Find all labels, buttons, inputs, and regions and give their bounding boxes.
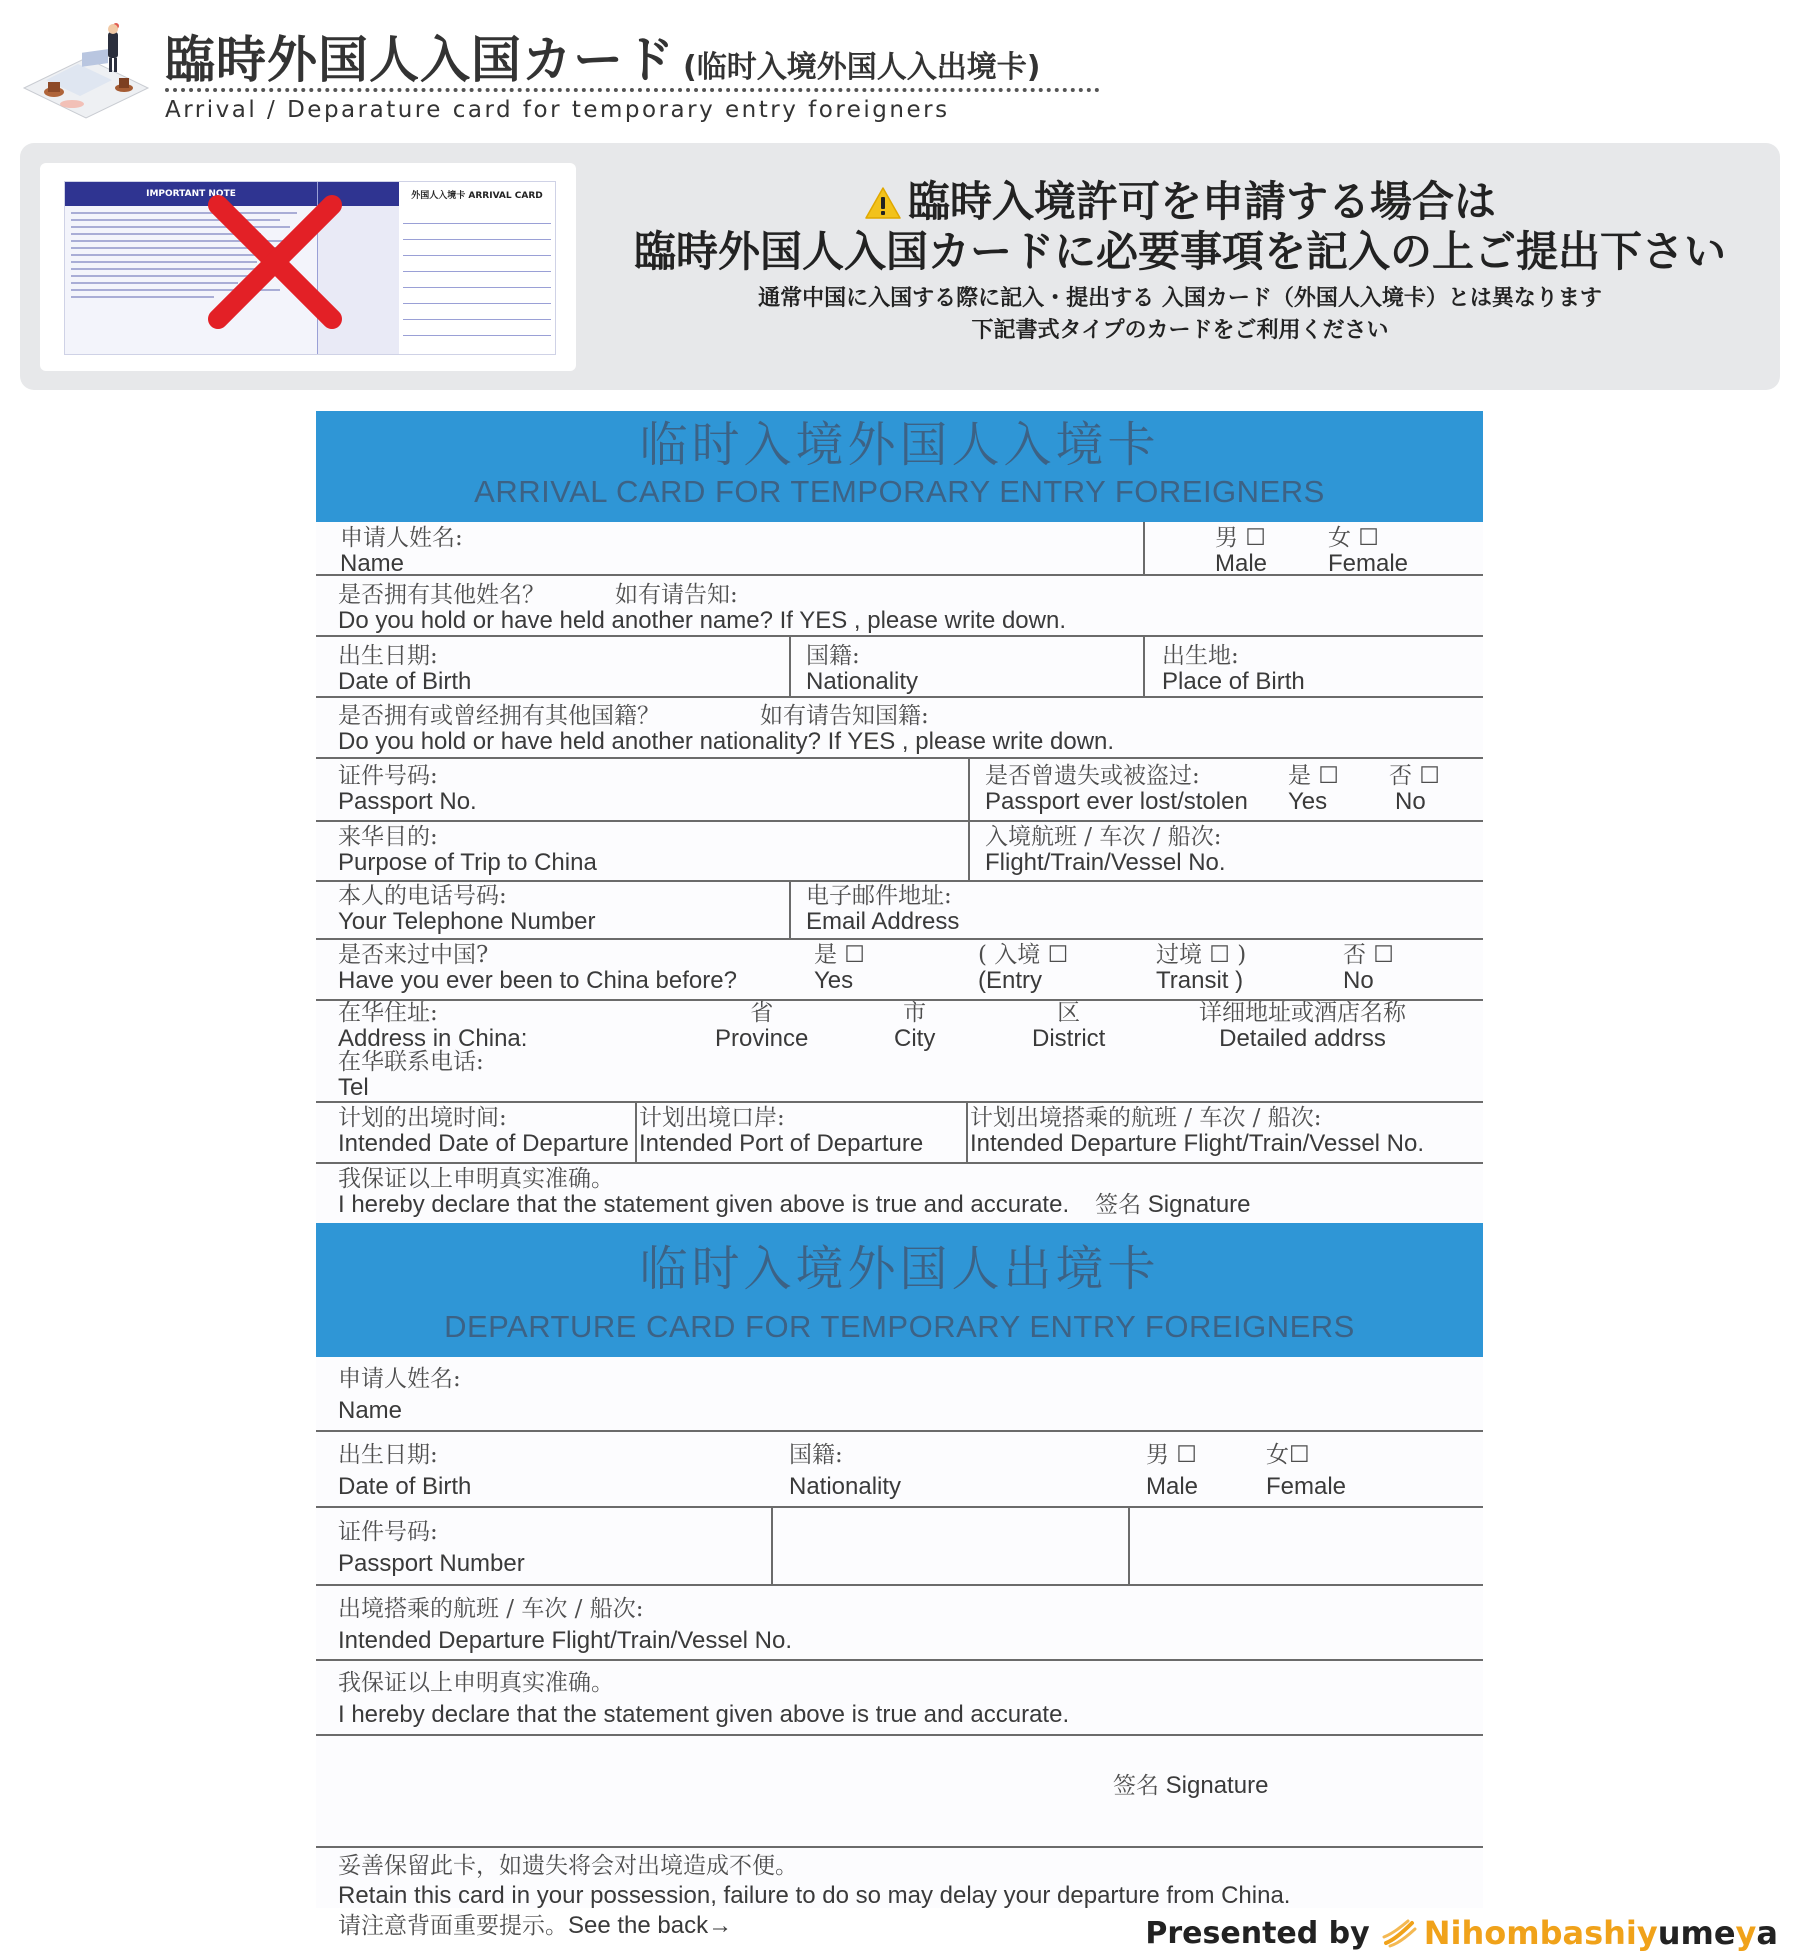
checkbox-female[interactable]: 女 ☐ Female: [1328, 525, 1409, 577]
field-other-nationality[interactable]: 是否拥有或曾经拥有其他国籍？ 如有请告知国籍: Do you hold or have held another nationality? If YES , please write down.: [338, 703, 1115, 755]
dep-checkbox-female[interactable]: 女☐ Female: [1266, 1442, 1347, 1500]
departure-title-zh: 临时入境外国人出境卡: [639, 1241, 1160, 1297]
see-the-back-link: See the back→: [568, 1912, 733, 1939]
thumb-important-note: IMPORTANT NOTE: [65, 182, 317, 206]
title-main: 臨時外国人入国カード: [165, 31, 675, 89]
field-intended-departure-flight[interactable]: 计划出境搭乘的航班 / 车次 / 船次: Intended Departure Flight/Train/Vessel No.: [970, 1105, 1425, 1157]
thumb-arrival-card-label: 外国人入境卡 ARRIVAL CARD: [411, 191, 543, 201]
departure-title-en: DEPARTURE CARD FOR TEMPORARY ENTRY FOREIGNERS: [444, 1309, 1355, 1344]
arrival-title-zh: 临时入境外国人入境卡: [639, 417, 1160, 473]
field-telephone[interactable]: 本人的电话号码: Your Telephone Number: [338, 883, 596, 935]
notice-line-1-text: 臨時入境許可を申請する場合は: [907, 177, 1496, 226]
page-title: [165, 20, 1040, 90]
checkbox-been-no[interactable]: 否 ☐ No: [1343, 942, 1394, 994]
field-other-name[interactable]: 是否拥有其他姓名？ 如有请告知: Do you hold or have held another name? If YES , please write down.: [338, 582, 1067, 634]
checkbox-been-transit[interactable]: 过境 ☐ ) Transit ): [1156, 942, 1247, 994]
checkbox-been-yes[interactable]: 是 ☐ Yes: [814, 942, 865, 994]
arrival-declaration: 我保证以上申明真实准确。 I hereby declare that the statement given above is true and accurate. 签名 Signature: [338, 1166, 1251, 1218]
brand-name[interactable]: Nihombashiyumeya: [1423, 1914, 1778, 1952]
arrival-card-header: [316, 411, 1483, 522]
field-place-of-birth[interactable]: 出生地: Place of Birth: [1162, 643, 1305, 695]
dep-retain-notice: 妥善保留此卡，如遗失将会对出境造成不便。 Retain this card in your possession, failure to do so may delay your departure from China. 请注意背面重要提示。See the back→: [338, 1853, 1291, 1939]
arrival-signature[interactable]: Signature: [1147, 1191, 1251, 1218]
field-intended-departure-date[interactable]: 计划的出境时间: Intended Date of Departure: [338, 1105, 629, 1157]
field-date-of-birth[interactable]: 出生日期: Date of Birth: [338, 643, 472, 695]
field-province: 省 Province: [715, 1000, 809, 1052]
checkbox-lost-yes[interactable]: 是 ☐ Yes: [1288, 763, 1339, 815]
dep-field-date-of-birth[interactable]: 出生日期: Date of Birth: [338, 1442, 472, 1500]
dep-checkbox-male[interactable]: 男 ☐ Male: [1146, 1442, 1199, 1500]
footer-credit: [1145, 1913, 1778, 1953]
field-been-to-china: 是否来过中国? Have you ever been to China before?: [338, 942, 737, 994]
arrival-title-en: ARRIVAL CARD FOR TEMPORARY ENTRY FOREIGNERS: [474, 474, 1325, 509]
field-district: 区 District: [1032, 1000, 1106, 1052]
checkbox-been-entry[interactable]: ( 入境 ☐ (Entry: [978, 942, 1069, 994]
dep-field-passport-number[interactable]: 证件号码: Passport Number: [338, 1519, 525, 1577]
field-nationality[interactable]: 国籍: Nationality: [806, 643, 919, 695]
notice-panel: [20, 143, 1780, 390]
passport-illustration-icon: [16, 18, 156, 128]
dep-declaration: 我保证以上申明真实准确。 I hereby declare that the statement given above is true and accurate.: [338, 1670, 1070, 1728]
notice-line-4: 下記書式タイプのカードをご利用ください: [971, 318, 1389, 343]
wrong-card-thumbnail: [40, 163, 576, 371]
field-purpose-of-trip[interactable]: 来华目的: Purpose of Trip to China: [338, 824, 597, 876]
field-intended-departure-port[interactable]: 计划出境口岸: Intended Port of Departure: [639, 1105, 924, 1157]
field-tel-in-china[interactable]: 在华联系电话: Tel: [338, 1049, 484, 1101]
notice-message: [580, 177, 1780, 347]
field-passport-no[interactable]: 证件号码: Passport No.: [338, 763, 477, 815]
swoosh-logo-icon: [1382, 1919, 1418, 1947]
warning-icon: [864, 186, 902, 220]
notice-line-2: 臨時外国人入国カードに必要事項を記入の上ご提出下さい: [633, 227, 1726, 276]
dep-signature[interactable]: 签名 Signature: [1113, 1772, 1269, 1799]
field-address-in-china[interactable]: 在华住址: Address in China:: [338, 1000, 528, 1052]
field-city: 市 City: [894, 1000, 936, 1052]
title-sub: (临时入境外国人入出境卡): [683, 50, 1041, 85]
title-english: Arrival / Deparature card for temporary entry foreigners: [165, 97, 950, 123]
title-divider: [165, 88, 1100, 92]
field-email[interactable]: 电子邮件地址: Email Address: [806, 883, 960, 935]
field-passport-lost: 是否曾遗失或被盗过: Passport ever lost/stolen: [985, 763, 1248, 815]
departure-card-header: [316, 1223, 1483, 1357]
field-name[interactable]: 申请人姓名: Name: [340, 525, 463, 577]
presented-by-label: Presented by: [1145, 1915, 1370, 1951]
red-cross-icon: [200, 187, 350, 337]
checkbox-male[interactable]: 男 ☐ Male: [1215, 525, 1268, 577]
field-arrival-flight[interactable]: 入境航班 / 车次 / 船次: Flight/Train/Vessel No.: [985, 824, 1226, 876]
notice-line-3: 通常中国に入国する際に記入・提出する 入国カード（外国人入境卡）とは異なります: [758, 286, 1602, 311]
notice-line-1: [580, 177, 1780, 227]
field-detailed-address: 详细地址或酒店名称 Detailed addrss: [1199, 1000, 1406, 1052]
dep-field-nationality[interactable]: 国籍: Nationality: [789, 1442, 902, 1500]
dep-field-flight[interactable]: 出境搭乘的航班 / 车次 / 船次: Intended Departure Flight/Train/Vessel No.: [338, 1596, 793, 1654]
checkbox-lost-no[interactable]: 否 ☐ No: [1389, 763, 1440, 815]
dep-field-name[interactable]: 申请人姓名: Name: [338, 1366, 461, 1424]
